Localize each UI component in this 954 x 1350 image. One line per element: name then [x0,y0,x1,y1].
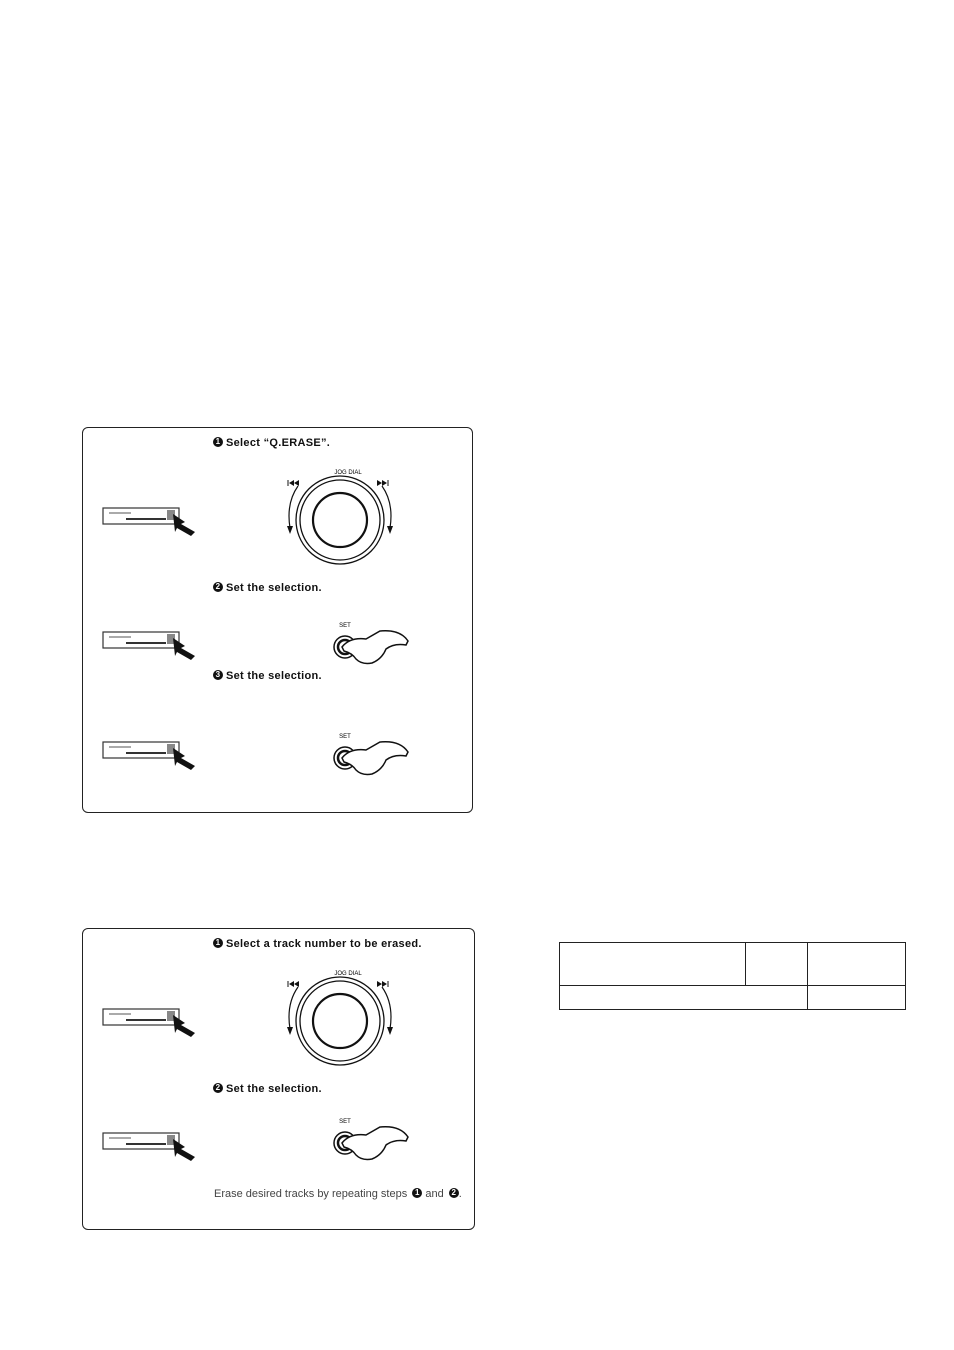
quick-erase-panel [82,427,473,813]
track-erase-panel [82,928,475,1230]
jog-dial-label: JOG DIAL [334,470,362,476]
note-text: Erase desired tracks by repeating steps [214,1188,408,1200]
step-2-heading [213,1083,322,1095]
arrow-pointer-icon [173,1015,195,1037]
step-ref-badge: 1 [412,1188,422,1198]
step-3-heading [213,670,322,682]
arrow-pointer-icon [173,748,195,770]
set-button-label: SET [339,1119,351,1125]
table-row [560,943,906,986]
note-text: . [458,1188,462,1200]
table-cell [745,943,807,986]
set-button-icon [328,619,418,671]
step-3-text: Set the selection. [226,670,322,682]
arrow-pointer-icon [173,1139,195,1161]
skip-back-icon [288,981,299,987]
step-1-heading [213,938,422,950]
device-front-panel-icon [101,1125,201,1165]
set-button-icon [328,1115,418,1167]
table-cell [807,986,905,1010]
skip-back-icon [288,480,299,486]
device-front-panel-icon [101,624,201,664]
empty-table [559,942,906,1010]
table-cell [807,943,905,986]
pressing-hand-icon [342,1127,408,1160]
table-cell [560,986,808,1010]
table-row [560,986,906,1010]
repeat-steps-note [214,1187,474,1202]
device-front-panel-icon [101,734,201,774]
step-number-badge: 2 [213,582,223,592]
jog-dial-icon [278,468,418,578]
step-1-heading [213,437,330,449]
step-1-text: Select “Q.ERASE”. [226,437,331,449]
set-button-label: SET [339,623,351,629]
device-front-panel-icon [101,500,201,540]
device-front-panel-icon [101,1001,201,1041]
skip-forward-icon [377,981,388,987]
arrow-pointer-icon [173,514,195,536]
table-cell [560,943,746,986]
arrow-pointer-icon [173,638,195,660]
jog-dial-label: JOG DIAL [334,971,362,977]
step-number-badge: 1 [213,938,223,948]
step-number-badge: 3 [213,670,223,680]
step-2-heading [213,582,322,594]
step-number-badge: 1 [213,437,223,447]
step-2-text: Set the selection. [226,1083,322,1095]
pressing-hand-icon [342,631,408,664]
set-button-icon [328,730,418,782]
step-2-text: Set the selection. [226,582,322,594]
jog-dial-icon [278,969,418,1079]
pressing-hand-icon [342,742,408,775]
step-1-text: Select a track number to be erased. [226,938,422,950]
skip-forward-icon [377,480,388,486]
step-number-badge: 2 [213,1083,223,1093]
note-text: and [425,1188,444,1200]
set-button-label: SET [339,734,351,740]
step-ref-badge: 2 [449,1188,459,1198]
